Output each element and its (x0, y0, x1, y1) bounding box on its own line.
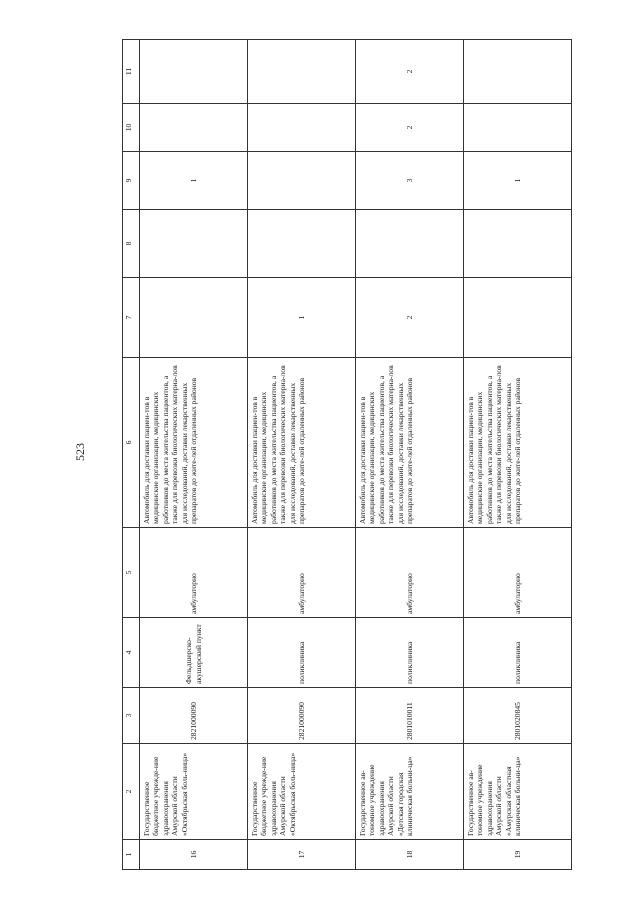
cell-col11 (464, 40, 572, 104)
care-condition: амбулаторно (248, 528, 356, 618)
organization-name: Государственное ав-тономное учреждение здравоохранения Амурской области «Детская городская клиническая больни-ца» (356, 744, 464, 840)
table-row (464, 40, 572, 870)
vehicles-table (122, 39, 572, 870)
col-header-4: 4 (123, 618, 140, 688)
cell-col7: 1 (248, 278, 356, 358)
col-header-8: 8 (123, 210, 140, 278)
organization-code: 2821000090 (248, 688, 356, 744)
unit-type: Фельдшерско-акушерский пункт (140, 618, 248, 688)
col-header-3: 3 (123, 688, 140, 744)
cell-col9: 1 (140, 152, 248, 210)
vehicle-description: Автомобиль для доставки пациен-тов в медицинские организации, медицинских работников до места жительства пациентов, а также для перевозки биологических материа-лов для исследований, доставки лекарственных препаратов до жите-лей отдаленных районов (356, 358, 464, 528)
vehicle-description: Автомобиль для доставки пациен-тов в медицинские организации, медицинских работников до места жительства пациентов, а также для перевозки биологических материа-лов для исследований, доставки лекарственных препаратов до жите-лей отдаленных районов (248, 358, 356, 528)
table-row (248, 40, 356, 870)
page-number: 523 (73, 443, 87, 461)
col-header-10: 10 (123, 104, 140, 152)
organization-name: Государственное бюджетное учрежде-ние здравоохранения Амурской области «Октябрьская боль-ница» (140, 744, 248, 840)
vehicle-description: Автомобиль для доставки пациен-тов в медицинские организации, медицинских работников до места жительства пациентов, а также для перевозки биологических материа-лов для исследований, доставки лекарственных препаратов до жите-лей отдаленных районов (464, 358, 572, 528)
cell-col11 (140, 40, 248, 104)
unit-type: поликлиника (248, 618, 356, 688)
row-number: 18 (356, 840, 464, 870)
row-number: 16 (140, 840, 248, 870)
col-header-11: 11 (123, 40, 140, 104)
col-header-6: 6 (123, 358, 140, 528)
cell-col9: 3 (356, 152, 464, 210)
table-row (356, 40, 464, 870)
unit-type: поликлиника (464, 618, 572, 688)
organization-name: Государственное бюджетное учрежде-ние здравоохранения Амурской области «Октябрьская боль-ница» (248, 744, 356, 840)
organization-code: 2821000090 (140, 688, 248, 744)
cell-col11: 2 (356, 40, 464, 104)
care-condition: амбулаторно (140, 528, 248, 618)
col-header-2: 2 (123, 744, 140, 840)
cell-col10 (464, 104, 572, 152)
vehicle-description: Автомобиль для доставки пациен-тов в медицинские организации, медицинских работников до места жительства пациентов, а также для перевозки биологических материа-лов для исследований, доставки лекарственных препаратов до жите-лей отдаленных районов (140, 358, 248, 528)
cell-col9 (248, 152, 356, 210)
cell-col10: 2 (356, 104, 464, 152)
cell-col7 (140, 278, 248, 358)
cell-col11 (248, 40, 356, 104)
header-row (123, 40, 140, 870)
table-row (140, 40, 248, 870)
cell-col10 (140, 104, 248, 152)
col-header-7: 7 (123, 278, 140, 358)
cell-col8 (248, 210, 356, 278)
cell-col7 (464, 278, 572, 358)
col-header-5: 5 (123, 528, 140, 618)
cell-col10 (248, 104, 356, 152)
organization-name: Государственное ав-тономное учреждение здравоохранения Амурской области «Амурская областная клиническая больни-ца» (464, 744, 572, 840)
col-header-9: 9 (123, 152, 140, 210)
cell-col9: 1 (464, 152, 572, 210)
organization-code: 2801010011 (356, 688, 464, 744)
col-header-1: 1 (123, 840, 140, 870)
care-condition: амбулаторно (356, 528, 464, 618)
organization-code: 2801020845 (464, 688, 572, 744)
unit-type: поликлиника (356, 618, 464, 688)
cell-col8 (464, 210, 572, 278)
rotated-table-wrapper (122, 40, 568, 870)
cell-col7: 2 (356, 278, 464, 358)
cell-col8 (356, 210, 464, 278)
care-condition: амбулаторно (464, 528, 572, 618)
row-number: 17 (248, 840, 356, 870)
row-number: 19 (464, 840, 572, 870)
rotated-table-area (122, 40, 640, 859)
cell-col8 (140, 210, 248, 278)
